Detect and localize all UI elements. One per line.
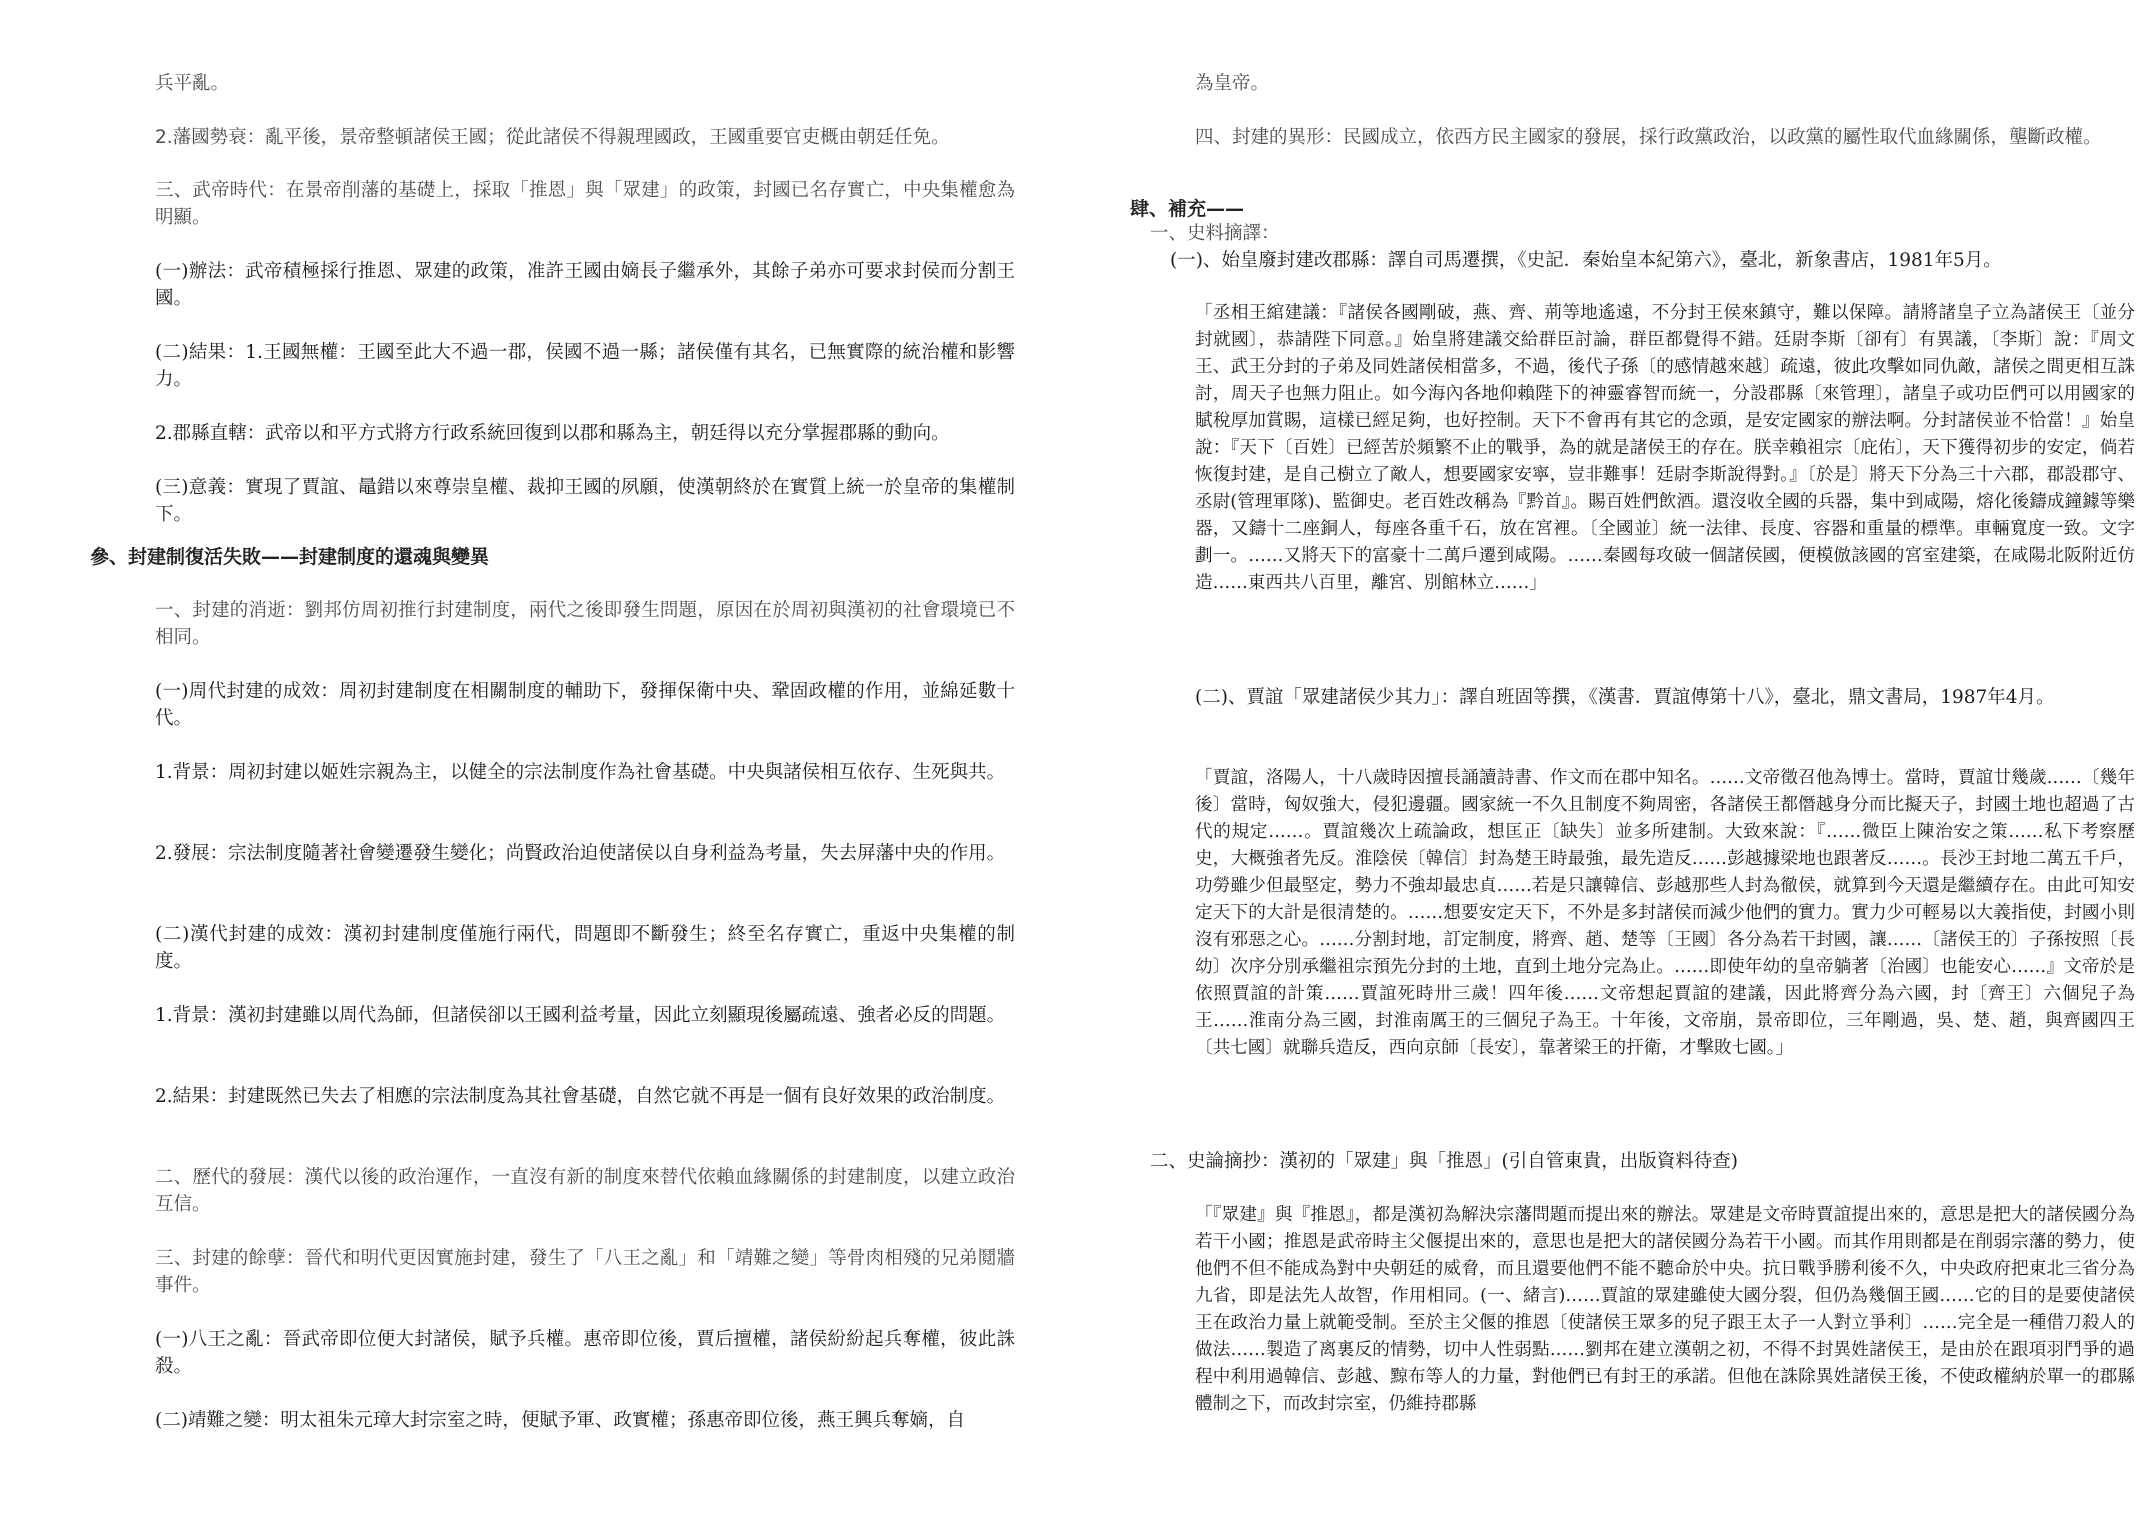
paragraph: 兵平亂。 bbox=[155, 73, 230, 94]
paragraph: (一)八王之亂：晉武帝即位便大封諸侯，賦予兵權。惠帝即位後，賈后擅權，諸侯紛紛起兵奪權，彼此誅殺。 bbox=[155, 1329, 1015, 1377]
paragraph: 為皇帝。 bbox=[1195, 73, 1270, 94]
paragraph: 2.郡縣直轄：武帝以和平方式將方行政系統回復到以郡和縣為主，朝廷得以充分掌握郡縣的動向。 bbox=[155, 423, 950, 444]
paragraph: 2.結果：封建既然已失去了相應的宗法制度為其社會基礎，自然它就不再是一個有良好效果的政治制度。 bbox=[155, 1086, 1006, 1107]
paragraph: (二)結果：1.王國無權：王國至此大不過一郡，侯國不過一縣；諸侯僅有其名，已無實際的統治權和影響力。 bbox=[155, 342, 1015, 390]
paragraph: 1.背景：漢初封建雖以周代為師，但諸侯卻以王國利益考量，因此立刻顯現後屬疏遠、強者必反的問題。 bbox=[155, 1005, 1006, 1026]
paragraph: 一、封建的消逝：劉邦仿周初推行封建制度，兩代之後即發生問題，原因在於周初與漢初的社會環境已不相同。 bbox=[155, 600, 1015, 648]
paragraph: (二)漢代封建的成效：漢初封建制度僅施行兩代，問題即不斷發生；終至名存實亡，重返中央集權的制度。 bbox=[155, 924, 1015, 972]
paragraph: 四、封建的異形：民國成立，依西方民主國家的發展，採行政黨政治，以政黨的屬性取代血緣關係，壟斷政權。 bbox=[1195, 127, 2102, 148]
subsection-heading: 二、史論摘抄：漢初的「眾建」與「推恩」(引自管東貴，出版資料待查) bbox=[1150, 1151, 1738, 1172]
paragraph: 2.藩國勢衰：亂平後，景帝整頓諸侯王國；從此諸侯不得親理國政，王國重要官吏概由朝廷任免。 bbox=[155, 127, 950, 148]
paragraph: 1.背景：周初封建以姬姓宗親為主，以健全的宗法制度作為社會基礎。中央與諸侯相互依存、生死與共。 bbox=[155, 762, 1006, 783]
paragraph: 三、封建的餘孽：晉代和明代更因實施封建，發生了「八王之亂」和「靖難之變」等骨肉相殘的兄弟鬩牆事件。 bbox=[155, 1248, 1015, 1296]
quoted-passage: 「丞相王綰建議：『諸侯各國剛破，燕、齊、荊等地遙遠，不分封王侯來鎮守，難以保障。請將諸皇子立為諸侯王〔並分封就國〕，恭請陛下同意。』始皇將建議交給群臣討論，群臣都覺得不錯。廷尉李斯〔卻有〕有異議，〔李斯〕說：『周文王、武王分封的子弟及同姓諸侯相當多，不過，後代子孫〔的感情越來越〕疏遠，彼此攻擊如同仇敵，諸侯之間更相互誅討，周天子也無力阻止。如今海內各地仰賴陛下的神靈睿智而統一，分設郡縣〔來管理〕，諸皇子或功臣們可以用國家的賦稅厚加賞賜，這樣已經足夠，也好控制。天下不會再有其它的念頭，是安定國家的辦法啊。分封諸侯並不恰當！』始皇說：『天下〔百姓〕已經苦於頻繁不止的戰爭，為的就是諸侯王的存在。朕幸賴祖宗〔庇佑〕，天下獲得初步的安定，倘若恢復封建，是自己樹立了敵人，想要國家安寧，豈非難事！廷尉李斯說得對。』〔於是〕將天下分為三十六郡，郡設郡守、丞尉(管理軍隊)、監御史。老百姓改稱為『黔首』。賜百姓們飲酒。還沒收全國的兵器，集中到咸陽，熔化後鑄成鐘鐻等樂器，又鑄十二座銅人，每座各重千石，放在宮裡。〔全國並〕統一法律、長度、容器和重量的標準。車輛寬度一致。文字劃一。……又將天下的富豪十二萬戶遷到咸陽。……秦國每攻破一個諸侯國，便模倣該國的宮室建築，在咸陽北阪附近仿造……東西共八百里，離宮、別館林立……」 bbox=[1195, 303, 2135, 593]
paragraph: (一)周代封建的成效：周初封建制度在相關制度的輔助下，發揮保衛中央、鞏固政權的作用，並綿延數十代。 bbox=[155, 681, 1015, 729]
paragraph: (一)辦法：武帝積極採行推恩、眾建的政策，准許王國由嫡長子繼承外，其餘子弟亦可要求封侯而分割王國。 bbox=[155, 261, 1015, 309]
paragraph: (二)靖難之變：明太祖朱元璋大封宗室之時，便賦予軍、政實權；孫惠帝即位後，燕王興兵奪嫡，自 bbox=[155, 1410, 965, 1431]
quoted-passage: 「賈誼，洛陽人，十八歲時因擅長誦讀詩書、作文而在郡中知名。……文帝徵召他為博士。當時，賈誼廿幾歲……〔幾年後〕當時，匈奴強大，侵犯邊疆。國家統一不久且制度不夠周密，各諸侯王都僭越身分而比擬天子，封國土地也超過了古代的規定……。賈誼幾次上疏論政，想匡正〔缺失〕並多所建制。大致來說：『……微臣上陳治安之策……私下考察歷史，大概強者先反。淮陰侯〔韓信〕封為楚王時最強，最先造反……彭越據梁地也跟著反……。長沙王封地二萬五千戶，功勞雖少但最堅定，勢力不強却最忠貞……若是只讓韓信、彭越那些人封為徹侯，就算到今天還是繼續存在。由此可知安定天下的大計是很清楚的。……想要安定天下，不外是多封諸侯而減少他們的實力。實力少可輕易以大義指使，封國小則沒有邪惡之心。……分割封地，訂定制度，將齊、趙、楚等〔王國〕各分為若干封國，讓……〔諸侯王的〕子孫按照〔長幼〕次序分別承繼祖宗預先分封的土地，直到土地分完為止。……即使年幼的皇帝躺著〔治國〕也能安心……』文帝於是依照賈誼的計策……賈誼死時卅三歲！四年後……文帝想起賈誼的建議，因此將齊分為六國，封〔齊王〕六個兒子為王……淮南分為三國，封淮南厲王的三個兒子為王。十年後，文帝崩，景帝即位，三年剛過，吳、楚、趙，與齊國四王〔共七國〕就聯兵造反，西向京師〔長安〕，靠著梁王的扞衛，才擊敗七國。」 bbox=[1195, 768, 2135, 1058]
paragraph: 二、歷代的發展：漢代以後的政治運作，一直沒有新的制度來替代依賴血緣關係的封建制度，以建立政治互信。 bbox=[155, 1167, 1015, 1215]
paragraph: 2.發展：宗法制度隨著社會變遷發生變化；尚賢政治迫使諸侯以自身利益為考量，失去屏藩中央的作用。 bbox=[155, 843, 1006, 864]
section-heading: 肆、補充—— bbox=[1130, 198, 1245, 220]
subsection-heading: 一、史料摘譯： bbox=[1150, 223, 1280, 244]
source-citation: (二)、賈誼「眾建諸侯少其力」：譯自班固等撰，《漢書．賈誼傳第十八》，臺北，鼎文書局，1987年4月。 bbox=[1195, 687, 2055, 708]
paragraph: 三、武帝時代：在景帝削藩的基礎上，採取「推恩」與「眾建」的政策，封國已名存實亡，中央集權愈為明顯。 bbox=[155, 180, 1015, 228]
section-heading: 參、封建制復活失敗——封建制度的還魂與變異 bbox=[90, 546, 490, 568]
quoted-passage: 「『眾建』與『推恩』，都是漢初為解決宗藩問題而提出來的辦法。眾建是文帝時賈誼提出來的，意思是把大的諸侯國分為若干小國；推恩是武帝時主父偃提出來的，意思也是把大的諸侯國分為若干小國。而其作用則都是在削弱宗藩的勢力，使他們不但不能成為對中央朝廷的威脅，而且還要他們不能不聽命於中央。抗日戰爭勝利後不久，中央政府把東北三省分為九省，即是法先人故智，作用相同。(一、緒言)……賈誼的眾建雖使大國分裂，但仍為幾個王國……它的目的是要使諸侯王在政治力量上就範受制。至於主父偃的推恩〔使諸侯王眾多的兒子跟王太子一人對立爭利〕……完全是一種借刀殺人的做法……製造了离裏反的情勢，切中人性弱點……劉邦在建立漢朝之初，不得不封異姓諸侯王，是由於在跟項羽鬥爭的過程中利用過韓信、彭越、黥布等人的力量，對他們已有封王的承諾。但他在誅除異姓諸侯王後，不使政權納於單一的郡縣體制之下，而改封宗室，仍維持郡縣 bbox=[1195, 1205, 2135, 1414]
paragraph: (三)意義：實現了賈誼、鼂錯以來尊崇皇權、裁抑王國的夙願，使漢朝終於在實質上統一於皇帝的集權制下。 bbox=[155, 477, 1015, 525]
source-citation: (一)、始皇廢封建改郡縣：譯自司馬遷撰，《史記．秦始皇本紀第六》，臺北，新象書店，1981年5月。 bbox=[1170, 250, 2002, 271]
